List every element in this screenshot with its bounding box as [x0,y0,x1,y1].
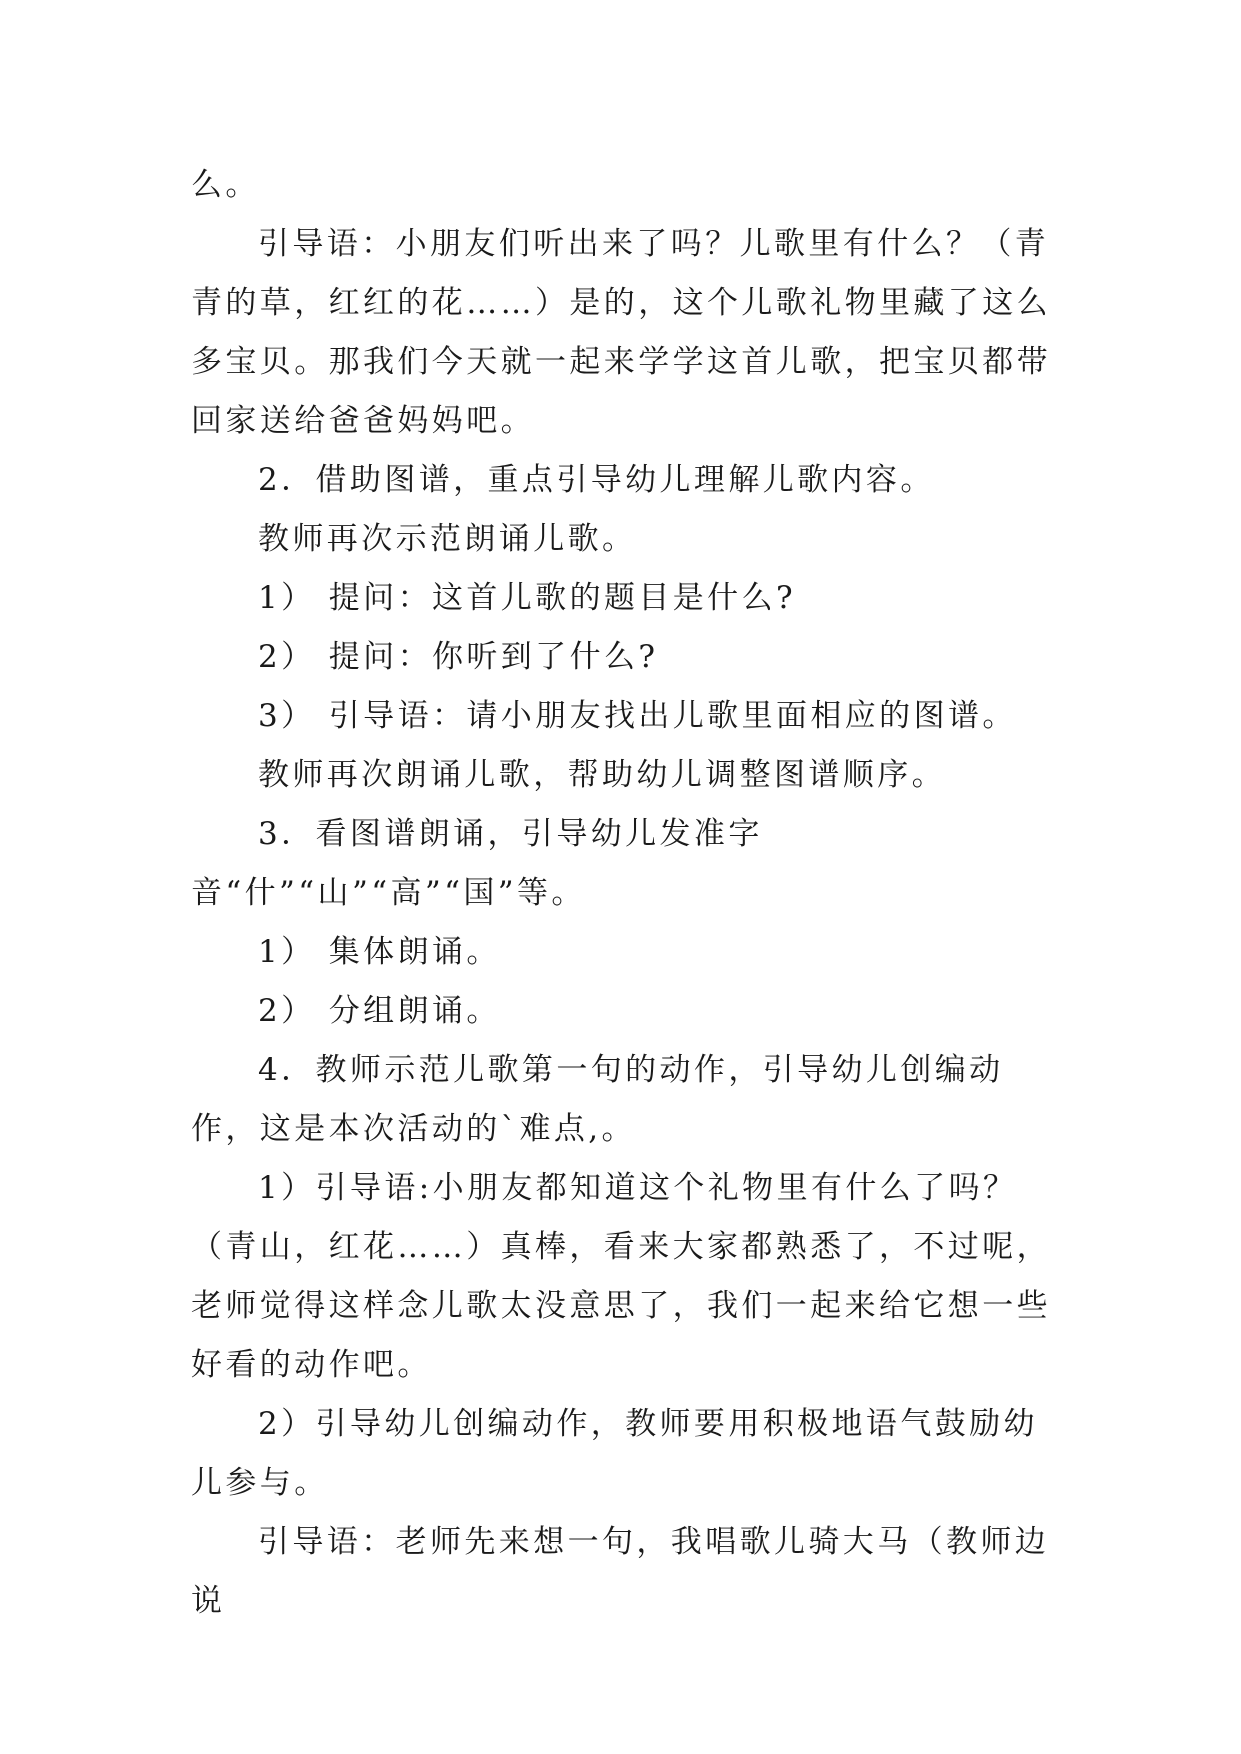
section-heading: 2．借助图谱，重点引导幼儿理解儿歌内容。 [258,462,935,498]
paragraph: 1）引导语:小朋友都知道这个礼物里有什么了吗？（青山，红花……）真棒，看来大家都熟悉了，不过呢，老师觉得这样念儿歌太没意思了，我们一起来给它想一些好看的动作吧。 [191,1170,1051,1383]
paragraph: 教师再次示范朗诵儿歌。 [258,521,637,557]
paragraph: 么。 [191,167,260,203]
paragraph: 2）引导幼儿创编动作，教师要用积极地语气鼓励幼儿参与。 [191,1406,1038,1501]
list-item: 1） 提问：这首儿歌的题目是什么? [258,580,796,616]
section-heading: 4．教师示范儿歌第一句的动作，引导幼儿创编动作，这是本次活动的`难点,。 [191,1052,1004,1147]
paragraph: 引导语：小朋友们听出来了吗？儿歌里有什么？（青青的草，红红的花……）是的，这个儿歌礼物里藏了这么多宝贝。那我们今天就一起来学学这首儿歌，把宝贝都带回家送给爸爸妈妈吧。 [191,226,1051,439]
list-item: 2） 提问：你听到了什么? [258,639,659,675]
paragraph: 引导语：老师先来想一句，我唱歌儿骑大马（教师边说 [191,1524,1050,1619]
section-heading: 3．看图谱朗诵，引导幼儿发准字音“什”“山”“高”“国”等。 [191,816,763,911]
list-item: 1） 集体朗诵。 [258,934,501,970]
paragraph: 教师再次朗诵儿歌，帮助幼儿调整图谱顺序。 [258,757,946,793]
list-item: 2） 分组朗诵。 [258,993,501,1029]
document-body [191,156,1051,1631]
list-item: 3） 引导语：请小朋友找出儿歌里面相应的图谱。 [258,698,1017,734]
